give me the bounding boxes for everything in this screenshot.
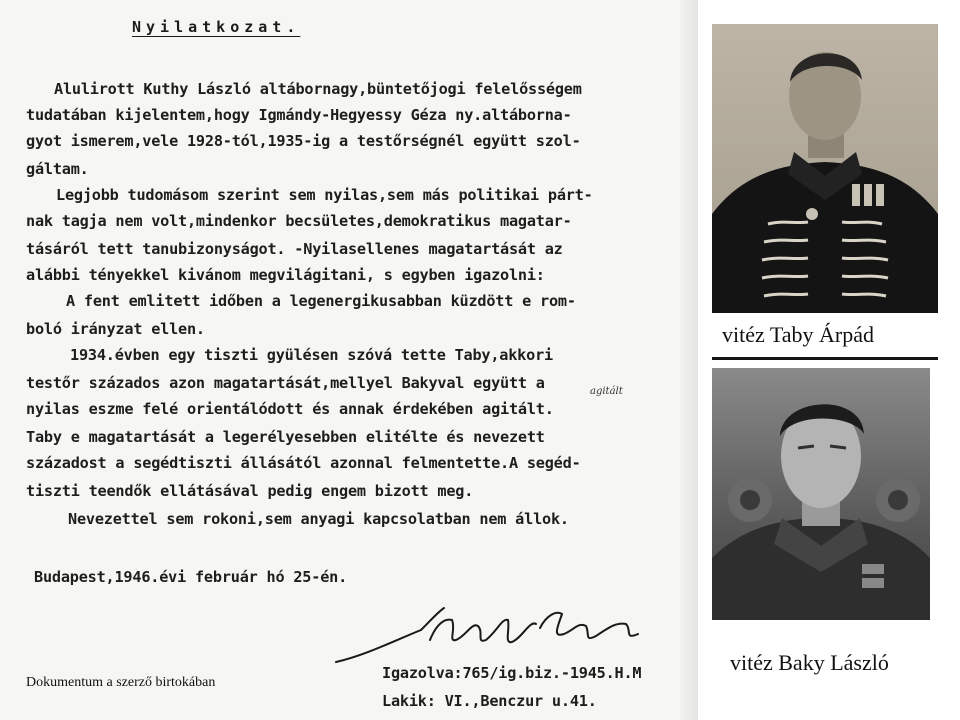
document-line: alábbi tényekkel kivánom megvilágitani, s egyben igazolni: [26,266,545,284]
signature [326,600,656,670]
page-edge-shadow [680,0,698,720]
document-line: Legjobb tudomásom szerint sem nyilas,sem más politikai párt- [56,186,593,204]
portrait-photo-baky [712,368,930,620]
document-date: Budapest,1946.évi február hó 25-én. [34,568,348,586]
document-line: Taby e magatartását a legerélyesebben elitélte és nevezett [26,428,545,446]
document-line: Nevezettel sem rokoni,sem anyagi kapcsolatban nem állok. [68,510,569,528]
document-line: tudatában kijelentem,hogy Igmándy-Hegyessy Géza ny.altáborna- [26,106,572,124]
verification-line: Igazolva:765/ig.biz.-1945.H.M [382,664,642,682]
document-line: boló irányzat ellen. [26,320,205,338]
document-line: tásáról tett tanubizonyságot. -Nyilasellenes magatartását az [26,240,563,258]
portrait-photo-taby [712,24,938,360]
document-line: századost a segédtiszti állásától azonnal felmentette.A segéd- [26,454,581,472]
document-title: Nyilatkozat. [132,18,301,36]
document-line: 1934.évben egy tiszti gyülésen szóvá tette Taby,akkori [70,346,553,364]
document-line: A fent emlitett időben a legenergikusabban küzdött e rom- [66,292,576,310]
handwritten-correction: agitált [590,386,623,397]
document-line: nak tagja nem volt,mindenkor becsületes,demokratikus magatar- [26,212,572,230]
portrait-caption-baky: vitéz Baky László [730,648,889,678]
source-caption: Dokumentum a szerző birtokában [26,675,216,690]
document-line: Alulirott Kuthy László altábornagy,büntetőjogi felelősségem [54,80,582,98]
address-line: Lakik: VI.,Benczur u.41. [382,692,597,710]
document-line: gyot ismerem,vele 1928-tól,1935-ig a testőrségnél együtt szol- [26,132,581,150]
document-line: nyilas eszme felé orientálódott és annak érdekében agitált. [26,400,554,418]
portrait-caption-taby: vitéz Taby Árpád [712,313,938,357]
document-line: tiszti teendők ellátásával pedig engem bizott meg. [26,482,474,500]
document-line: testőr százados azon magatartását,mellyel Bakyval együtt a [26,374,545,392]
document-line: gáltam. [26,160,89,178]
